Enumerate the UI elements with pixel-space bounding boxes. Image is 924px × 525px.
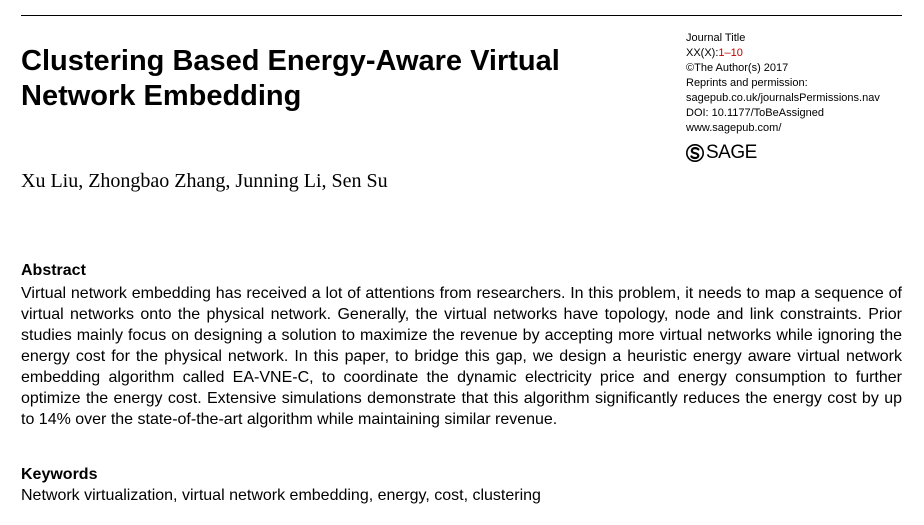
journal-volume: XX(X):: [686, 47, 719, 59]
paper-title-line-1: Clustering Based Energy-Aware Virtual: [21, 45, 560, 77]
permissions-link[interactable]: sagepub.co.uk/journalsPermissions.nav: [686, 92, 880, 104]
doi-line: DOI: 10.1177/ToBeAssigned: [686, 107, 824, 119]
paper-title-line-2: Network Embedding: [21, 80, 302, 112]
copyright-line: ©The Author(s) 2017: [686, 62, 789, 74]
paper-title: [21, 44, 661, 114]
keywords-list: Network virtualization, virtual network embedding, energy, cost, clustering: [21, 487, 541, 504]
journal-title: Journal Title: [686, 32, 746, 44]
keywords-heading: Keywords: [21, 466, 98, 483]
journal-info: [686, 31, 911, 136]
website-link[interactable]: www.sagepub.com/: [686, 122, 782, 134]
abstract-body: Virtual network embedding has received a lot of attentions from researchers. In this problem, it needs to map a sequence of virtual networks onto the physical network. Generally, the virtual networks have topology, node and link constraints. Prior studies mainly focus on designing a solution to maximize the revenue by accepting more virtual networks while ignoring the energy cost for the physical network. In this paper, to bridge this gap, we design a heuristic energy aware virtual network embedding algorithm called EA-VNE-C, to coordinate the dynamic electricity price and energy consumption to further optimize the energy cost. Extensive simulations demonstrate that this algorithm significantly reduces the energy cost by up to 14% over the state-of-the-art algorithm while maintaining similar revenue.: [21, 285, 902, 428]
abstract-heading: Abstract: [21, 262, 86, 279]
sage-logo-text: SAGE: [706, 142, 757, 163]
journal-volume-pages: [686, 46, 911, 61]
sage-logo: [686, 142, 757, 164]
author-list: Xu Liu, Zhongbao Zhang, Junning Li, Sen Su: [21, 170, 388, 192]
reprints-label: Reprints and permission:: [686, 77, 808, 89]
header-rule: [21, 15, 902, 16]
sage-s-icon: [686, 144, 704, 162]
journal-pages-link[interactable]: 1–10: [718, 47, 743, 59]
